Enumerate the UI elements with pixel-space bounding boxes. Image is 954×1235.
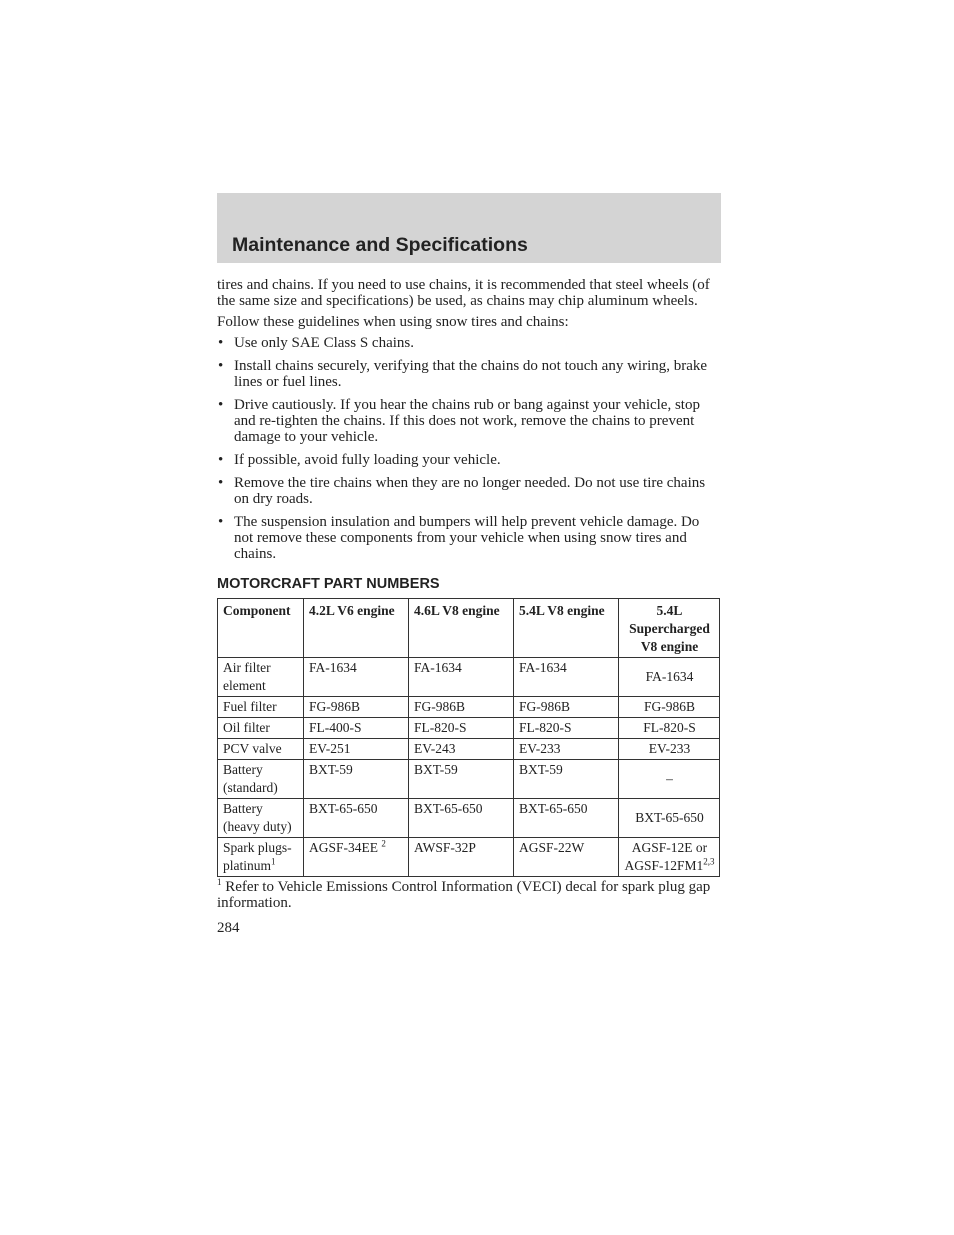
list-item [217, 397, 721, 445]
footnote-mark: 1 [217, 877, 222, 887]
table-row [218, 838, 720, 877]
footnote [217, 879, 721, 911]
table-cell: AWSF-32P [409, 838, 514, 877]
table-cell [304, 838, 409, 877]
column-header: 4.2L V6 engine [304, 599, 409, 658]
column-header: 5.4L V8 engine [514, 599, 619, 658]
intro-paragraph: tires and chains. If you need to use chains, it is recommended that steel wheels (of the same size and specifications) be used, as chains may chip aluminum wheels. [217, 277, 710, 309]
table-cell [619, 838, 720, 877]
table-row [218, 697, 720, 718]
table-cell: Battery (standard) [218, 760, 304, 799]
parts-table [217, 598, 720, 877]
guidelines-list [217, 335, 721, 562]
table-cell: EV-233 [514, 739, 619, 760]
table-cell: BXT-59 [409, 760, 514, 799]
header-band [217, 193, 721, 263]
table-cell: – [619, 760, 720, 799]
table-header-row [218, 599, 720, 658]
table-cell: FG-986B [619, 697, 720, 718]
column-header: Component [218, 599, 304, 658]
list-item-text: Drive cautiously. If you hear the chains rub or bang against your vehicle, stop and re-tighten the chains. If this does not work, remove the chains to prevent damage to your vehicle. [234, 397, 700, 445]
table-cell: FG-986B [409, 697, 514, 718]
table-row [218, 739, 720, 760]
list-item-text: Use only SAE Class S chains. [234, 335, 414, 351]
table-cell: FA-1634 [409, 658, 514, 697]
footnote-ref: 2,3 [703, 856, 715, 867]
table-cell: EV-233 [619, 739, 720, 760]
table-cell: FL-820-S [409, 718, 514, 739]
table-row [218, 658, 720, 697]
list-item [217, 358, 721, 390]
table-cell: Air filter element [218, 658, 304, 697]
table-cell: FA-1634 [514, 658, 619, 697]
table-cell: AGSF-22W [514, 838, 619, 877]
bullet-icon: • [218, 397, 224, 413]
table-cell: FL-400-S [304, 718, 409, 739]
table-cell: EV-251 [304, 739, 409, 760]
bullet-icon: • [218, 358, 224, 374]
page-content [217, 277, 721, 937]
bullet-icon: • [218, 335, 224, 351]
table-cell: BXT-65-650 [514, 799, 619, 838]
list-item [217, 335, 721, 351]
list-item [217, 475, 721, 507]
table-cell: FA-1634 [304, 658, 409, 697]
table-cell: FG-986B [304, 697, 409, 718]
page-title: Maintenance and Specifications [232, 234, 528, 256]
table-cell [218, 838, 304, 877]
bullet-icon: • [218, 452, 224, 468]
footnote-text: Refer to Vehicle Emissions Control Information (VECI) decal for spark plug gap information. [217, 879, 711, 911]
table-row [218, 718, 720, 739]
bullet-icon: • [218, 514, 224, 530]
footnote-ref: 2 [381, 838, 386, 849]
cell-text: AGSF-34EE [309, 840, 379, 855]
table-cell: BXT-65-650 [409, 799, 514, 838]
table-row [218, 799, 720, 838]
table-cell: Oil filter [218, 718, 304, 739]
table-cell: BXT-59 [304, 760, 409, 799]
table-cell: BXT-59 [514, 760, 619, 799]
column-header: 5.4L Supercharged V8 engine [619, 599, 720, 658]
table-cell: BXT-65-650 [304, 799, 409, 838]
column-header: 4.6L V8 engine [409, 599, 514, 658]
list-item-text: The suspension insulation and bumpers will help prevent vehicle damage. Do not remove these components from your vehicle when using snow tires and chains. [234, 514, 700, 562]
table-cell: FL-820-S [514, 718, 619, 739]
page-number: 284 [217, 920, 240, 936]
footnote-ref: 1 [271, 856, 276, 867]
table-row [218, 760, 720, 799]
table-cell: Battery (heavy duty) [218, 799, 304, 838]
list-item-text: Install chains securely, verifying that the chains do not touch any wiring, brake lines or fuel lines. [234, 358, 708, 390]
cell-text: Spark plugs-platinum [223, 840, 292, 873]
table-cell: FL-820-S [619, 718, 720, 739]
list-item-text: Remove the tire chains when they are no longer needed. Do not use tire chains on dry roads. [234, 475, 706, 507]
parts-heading: MOTORCRAFT PART NUMBERS [217, 576, 440, 592]
table-cell: FA-1634 [619, 658, 720, 697]
table-cell: FG-986B [514, 697, 619, 718]
bullet-icon: • [218, 475, 224, 491]
table-cell: EV-243 [409, 739, 514, 760]
table-cell: BXT-65-650 [619, 799, 720, 838]
cell-text: AGSF-12E or AGSF-12FM1 [624, 840, 708, 873]
table-cell: Fuel filter [218, 697, 304, 718]
guidelines-lead: Follow these guidelines when using snow tires and chains: [217, 314, 569, 330]
table-cell: PCV valve [218, 739, 304, 760]
list-item [217, 514, 721, 562]
list-item [217, 452, 721, 468]
list-item-text: If possible, avoid fully loading your vehicle. [234, 452, 501, 468]
